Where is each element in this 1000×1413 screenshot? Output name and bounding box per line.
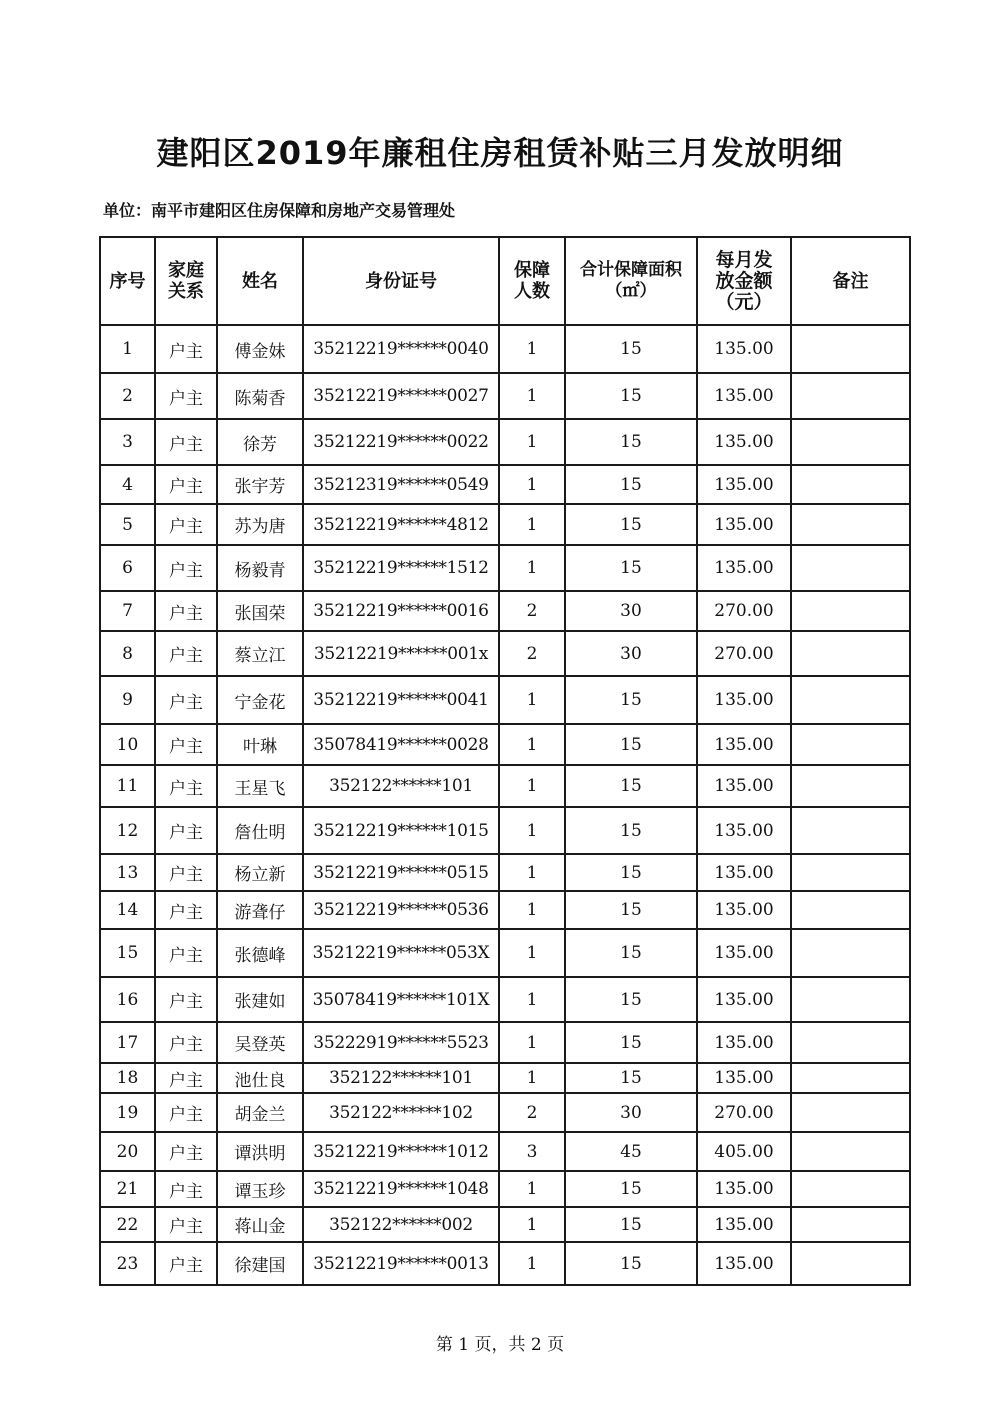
cell-relation: 户主 [155, 1242, 217, 1285]
cell-id: 352122******101 [303, 1063, 499, 1093]
cell-area: 15 [565, 419, 697, 465]
cell-note [791, 325, 910, 373]
cell-people: 1 [499, 504, 565, 545]
cell-area: 45 [565, 1132, 697, 1171]
cell-note [791, 419, 910, 465]
table-row [100, 724, 910, 765]
cell-seq: 3 [100, 419, 155, 465]
cell-note [791, 724, 910, 765]
cell-amount: 135.00 [697, 891, 791, 929]
cell-id: 35078419******0028 [303, 724, 499, 765]
cell-id: 35212219******0041 [303, 676, 499, 724]
cell-area: 15 [565, 1022, 697, 1063]
cell-amount: 135.00 [697, 1207, 791, 1242]
cell-seq: 5 [100, 504, 155, 545]
cell-id: 35212319******0549 [303, 465, 499, 504]
cell-note [791, 465, 910, 504]
cell-area: 15 [565, 891, 697, 929]
cell-amount: 135.00 [697, 854, 791, 891]
cell-area: 15 [565, 807, 697, 854]
cell-name: 詹仕明 [217, 807, 303, 854]
cell-name: 杨毅青 [217, 545, 303, 591]
cell-name: 胡金兰 [217, 1093, 303, 1132]
cell-area: 30 [565, 591, 697, 631]
table-row [100, 1063, 910, 1093]
table-row [100, 1132, 910, 1171]
cell-id: 35212219******0022 [303, 419, 499, 465]
cell-amount: 135.00 [697, 373, 791, 419]
cell-area: 15 [565, 1242, 697, 1285]
cell-relation: 户主 [155, 765, 217, 807]
cell-note [791, 1171, 910, 1207]
table-row [100, 765, 910, 807]
cell-note [791, 1093, 910, 1132]
cell-relation: 户主 [155, 465, 217, 504]
cell-area: 15 [565, 977, 697, 1022]
cell-name: 谭玉珍 [217, 1171, 303, 1207]
table-row [100, 373, 910, 419]
cell-area: 30 [565, 1093, 697, 1132]
cell-note [791, 1022, 910, 1063]
cell-relation: 户主 [155, 724, 217, 765]
cell-id: 35212219******1048 [303, 1171, 499, 1207]
cell-name: 池仕良 [217, 1063, 303, 1093]
cell-seq: 17 [100, 1022, 155, 1063]
header-seq: 序号 [100, 237, 155, 325]
cell-amount: 135.00 [697, 1171, 791, 1207]
table-row [100, 1242, 910, 1285]
cell-people: 2 [499, 1093, 565, 1132]
cell-name: 徐建国 [217, 1242, 303, 1285]
cell-name: 张建如 [217, 977, 303, 1022]
cell-people: 1 [499, 325, 565, 373]
table-row [100, 545, 910, 591]
cell-people: 1 [499, 419, 565, 465]
cell-people: 1 [499, 1207, 565, 1242]
cell-people: 2 [499, 631, 565, 676]
cell-area: 15 [565, 1171, 697, 1207]
cell-name: 傅金妹 [217, 325, 303, 373]
cell-id: 35212219******0536 [303, 891, 499, 929]
table-row [100, 854, 910, 891]
cell-seq: 6 [100, 545, 155, 591]
cell-people: 1 [499, 929, 565, 977]
cell-people: 1 [499, 724, 565, 765]
cell-name: 王星飞 [217, 765, 303, 807]
table-row [100, 676, 910, 724]
cell-area: 15 [565, 325, 697, 373]
page-footer: 第 1 页，共 2 页 [435, 1335, 565, 1355]
cell-name: 张宇芳 [217, 465, 303, 504]
cell-id: 35212219******0515 [303, 854, 499, 891]
cell-note [791, 504, 910, 545]
cell-area: 15 [565, 1063, 697, 1093]
header-note: 备注 [791, 237, 910, 325]
cell-seq: 8 [100, 631, 155, 676]
cell-relation: 户主 [155, 1022, 217, 1063]
cell-relation: 户主 [155, 1063, 217, 1093]
cell-seq: 19 [100, 1093, 155, 1132]
cell-people: 1 [499, 765, 565, 807]
table-row [100, 1022, 910, 1063]
cell-id: 35212219******1512 [303, 545, 499, 591]
header-amount: 每月发放金额（元） [697, 237, 791, 325]
cell-amount: 270.00 [697, 591, 791, 631]
cell-people: 2 [499, 591, 565, 631]
cell-relation: 户主 [155, 854, 217, 891]
cell-seq: 2 [100, 373, 155, 419]
cell-note [791, 1063, 910, 1093]
cell-id: 352122******002 [303, 1207, 499, 1242]
cell-id: 352122******101 [303, 765, 499, 807]
cell-amount: 135.00 [697, 676, 791, 724]
cell-relation: 户主 [155, 977, 217, 1022]
cell-people: 1 [499, 1242, 565, 1285]
cell-name: 张德峰 [217, 929, 303, 977]
header-relation: 家庭关系 [155, 237, 217, 325]
cell-seq: 15 [100, 929, 155, 977]
cell-relation: 户主 [155, 419, 217, 465]
cell-amount: 135.00 [697, 929, 791, 977]
page-title: 建阳区2019年廉租住房租赁补贴三月发放明细 [156, 134, 844, 172]
table-row [100, 807, 910, 854]
cell-amount: 135.00 [697, 1242, 791, 1285]
cell-id: 35212219******0013 [303, 1242, 499, 1285]
table-row [100, 591, 910, 631]
table-row [100, 465, 910, 504]
cell-note [791, 854, 910, 891]
cell-note [791, 631, 910, 676]
cell-name: 叶琳 [217, 724, 303, 765]
cell-relation: 户主 [155, 676, 217, 724]
cell-relation: 户主 [155, 807, 217, 854]
table-row [100, 325, 910, 373]
header-name: 姓名 [217, 237, 303, 325]
table-body [100, 325, 910, 1285]
cell-relation: 户主 [155, 1132, 217, 1171]
cell-seq: 12 [100, 807, 155, 854]
cell-note [791, 929, 910, 977]
cell-note [791, 1207, 910, 1242]
cell-id: 35212219******1012 [303, 1132, 499, 1171]
cell-seq: 22 [100, 1207, 155, 1242]
cell-area: 15 [565, 1207, 697, 1242]
cell-seq: 1 [100, 325, 155, 373]
cell-id: 35212219******0027 [303, 373, 499, 419]
cell-relation: 户主 [155, 504, 217, 545]
cell-id: 35212219******001x [303, 631, 499, 676]
cell-id: 35078419******101X [303, 977, 499, 1022]
cell-amount: 135.00 [697, 419, 791, 465]
cell-id: 352122******102 [303, 1093, 499, 1132]
cell-area: 15 [565, 504, 697, 545]
cell-amount: 405.00 [697, 1132, 791, 1171]
header-id: 身份证号 [303, 237, 499, 325]
cell-id: 35212219******053X [303, 929, 499, 977]
cell-relation: 户主 [155, 591, 217, 631]
cell-seq: 14 [100, 891, 155, 929]
table-row [100, 1171, 910, 1207]
subsidy-table [99, 236, 911, 1286]
cell-amount: 135.00 [697, 1022, 791, 1063]
table-row [100, 891, 910, 929]
cell-note [791, 591, 910, 631]
unit-line: 单位：南平市建阳区住房保障和房地产交易管理处 [103, 201, 456, 220]
cell-people: 1 [499, 1022, 565, 1063]
cell-amount: 135.00 [697, 977, 791, 1022]
cell-relation: 户主 [155, 631, 217, 676]
cell-seq: 10 [100, 724, 155, 765]
cell-people: 1 [499, 977, 565, 1022]
cell-area: 15 [565, 373, 697, 419]
cell-people: 1 [499, 1063, 565, 1093]
cell-name: 蒋山金 [217, 1207, 303, 1242]
table-row [100, 929, 910, 977]
cell-note [791, 765, 910, 807]
cell-people: 1 [499, 891, 565, 929]
cell-seq: 20 [100, 1132, 155, 1171]
cell-note [791, 1242, 910, 1285]
cell-relation: 户主 [155, 929, 217, 977]
cell-area: 15 [565, 854, 697, 891]
cell-area: 15 [565, 545, 697, 591]
cell-area: 15 [565, 765, 697, 807]
cell-note [791, 807, 910, 854]
cell-seq: 13 [100, 854, 155, 891]
cell-relation: 户主 [155, 325, 217, 373]
cell-id: 35212219******4812 [303, 504, 499, 545]
cell-amount: 135.00 [697, 325, 791, 373]
cell-area: 15 [565, 929, 697, 977]
cell-relation: 户主 [155, 1171, 217, 1207]
cell-amount: 270.00 [697, 1093, 791, 1132]
cell-area: 15 [565, 724, 697, 765]
cell-relation: 户主 [155, 1207, 217, 1242]
cell-people: 1 [499, 373, 565, 419]
cell-amount: 135.00 [697, 765, 791, 807]
cell-id: 35212219******1015 [303, 807, 499, 854]
cell-name: 陈菊香 [217, 373, 303, 419]
header-people: 保障人数 [499, 237, 565, 325]
cell-area: 15 [565, 676, 697, 724]
cell-note [791, 373, 910, 419]
cell-seq: 7 [100, 591, 155, 631]
cell-name: 吴登英 [217, 1022, 303, 1063]
cell-relation: 户主 [155, 545, 217, 591]
cell-people: 1 [499, 807, 565, 854]
cell-note [791, 545, 910, 591]
cell-id: 35222919******5523 [303, 1022, 499, 1063]
cell-seq: 4 [100, 465, 155, 504]
cell-amount: 135.00 [697, 724, 791, 765]
cell-id: 35212219******0040 [303, 325, 499, 373]
cell-seq: 18 [100, 1063, 155, 1093]
cell-people: 1 [499, 465, 565, 504]
cell-note [791, 1132, 910, 1171]
cell-area: 30 [565, 631, 697, 676]
cell-note [791, 676, 910, 724]
cell-amount: 135.00 [697, 545, 791, 591]
cell-seq: 16 [100, 977, 155, 1022]
cell-name: 宁金花 [217, 676, 303, 724]
cell-relation: 户主 [155, 373, 217, 419]
cell-seq: 23 [100, 1242, 155, 1285]
table-row [100, 631, 910, 676]
cell-area: 15 [565, 465, 697, 504]
cell-seq: 9 [100, 676, 155, 724]
cell-people: 3 [499, 1132, 565, 1171]
cell-name: 张国荣 [217, 591, 303, 631]
cell-amount: 135.00 [697, 465, 791, 504]
header-area: 合计保障面积（㎡） [565, 237, 697, 325]
cell-amount: 135.00 [697, 1063, 791, 1093]
table-row [100, 504, 910, 545]
cell-seq: 21 [100, 1171, 155, 1207]
cell-amount: 135.00 [697, 807, 791, 854]
cell-amount: 270.00 [697, 631, 791, 676]
table-row [100, 977, 910, 1022]
cell-name: 蔡立江 [217, 631, 303, 676]
cell-people: 1 [499, 854, 565, 891]
cell-people: 1 [499, 1171, 565, 1207]
cell-name: 苏为唐 [217, 504, 303, 545]
table-header-row [100, 237, 910, 325]
cell-note [791, 977, 910, 1022]
cell-name: 杨立新 [217, 854, 303, 891]
cell-id: 35212219******0016 [303, 591, 499, 631]
cell-name: 谭洪明 [217, 1132, 303, 1171]
table-row [100, 1207, 910, 1242]
cell-note [791, 891, 910, 929]
cell-seq: 11 [100, 765, 155, 807]
cell-relation: 户主 [155, 1093, 217, 1132]
cell-name: 徐芳 [217, 419, 303, 465]
cell-people: 1 [499, 545, 565, 591]
table-row [100, 419, 910, 465]
cell-name: 游聋仔 [217, 891, 303, 929]
cell-people: 1 [499, 676, 565, 724]
table-row [100, 1093, 910, 1132]
cell-amount: 135.00 [697, 504, 791, 545]
cell-relation: 户主 [155, 891, 217, 929]
